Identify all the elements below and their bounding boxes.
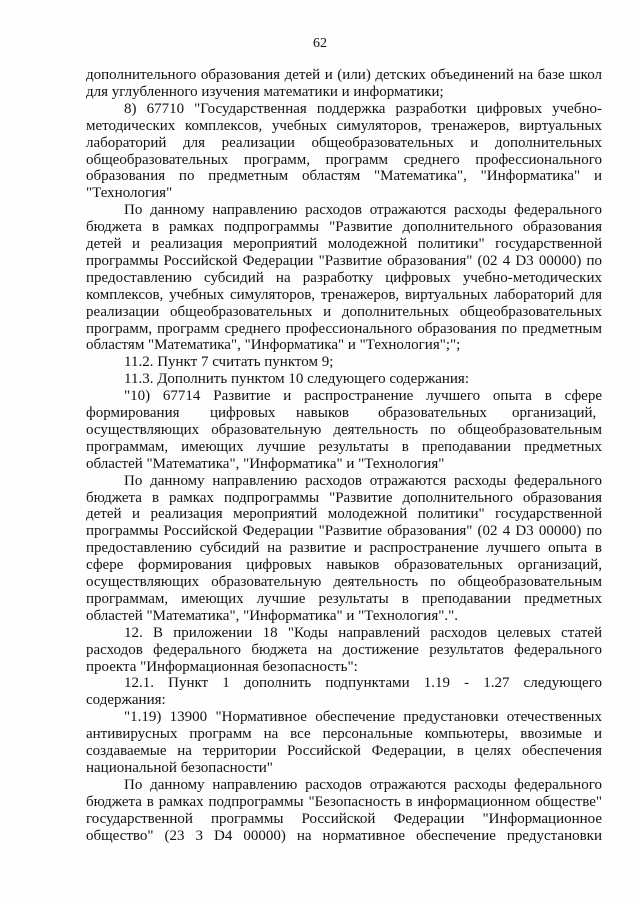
text-line: предоставлению субсидий на разработку цифровых учебно-методических	[86, 269, 602, 286]
text-line: комплексов, учебных симуляторов, тренажеров, виртуальных лабораторий для	[86, 286, 602, 303]
text-line: реализации общеобразовательных и дополнительных общеобразовательных	[86, 303, 602, 320]
text-line: 8) 67710 "Государственная поддержка разработки цифровых учебно-	[124, 100, 602, 117]
text-line: сфере формирования цифровых навыков образовательных организаций,	[86, 557, 602, 574]
text-line: программ, программ среднего профессионального образования по предметным	[86, 320, 602, 337]
text-line: 12.1. Пункт 1 дополнить подпунктами 1.19 - 1.27 следующего	[124, 675, 602, 692]
text-line: бюджета в рамках подпрограммы "Безопасность в информационном обществе"	[86, 793, 602, 810]
text-line: бюджета в рамках подпрограммы "Развитие дополнительного образования	[86, 489, 602, 506]
text-line: программам, имеющих лучшие результаты в преподавании предметных	[86, 438, 602, 455]
text-line: проекта "Информационная безопасность":	[86, 658, 358, 675]
text-line: По данному направлению расходов отражаются расходы федерального	[124, 472, 602, 489]
text-line: По данному направлению расходов отражаются расходы федерального	[124, 776, 602, 793]
text-line: "1.19) 13900 "Нормативное обеспечение предустановки отечественных	[124, 709, 602, 726]
text-line: По данному направлению расходов отражаются расходы федерального	[124, 202, 602, 219]
text-line: предоставлению субсидий на развитие и распространение лучшего опыта в	[86, 540, 602, 557]
text-line: методических комплексов, учебных симуляторов, тренажеров, виртуальных	[86, 117, 602, 134]
text-line: "Технология"	[86, 185, 173, 202]
text-line-overflow: общество" (23 3 D4 00000) на нормативное обеспечение предустановки	[86, 827, 602, 844]
text-line: детей и реализация мероприятий молодежной политики" государственной	[86, 506, 602, 523]
text-line: осуществляющих образовательную деятельность по общеобразовательным	[86, 421, 602, 438]
text-line: бюджета в рамках подпрограммы "Развитие дополнительного образования	[86, 219, 602, 236]
text-line: дополнительного образования детей и (или) детских объединений на базе школ	[86, 67, 602, 83]
text-line: общеобразовательных программ, программ среднего профессионального	[86, 151, 602, 168]
text-word: цифровых	[210, 405, 276, 421]
text-word: формирования	[86, 405, 180, 421]
text-line: создаваемые на территории Российской Федерации, в целях обеспечения	[86, 743, 602, 759]
text-line: содержания:	[86, 692, 166, 709]
text-line: детей и реализация мероприятий молодежной политики" государственной	[86, 236, 602, 252]
text-line: программы Российской Федерации "Развитие образования" (02 4 D3 00000) по	[86, 252, 602, 269]
page-number: 62	[313, 36, 327, 51]
text-line: государственной программы Российской Федерации "Информационное	[86, 810, 602, 827]
text-line: программы Российской Федерации "Развитие образования" (02 4 D3 00000) по	[86, 523, 602, 540]
text-line: осуществляющих образовательную деятельность по общеобразовательным	[86, 574, 602, 590]
text-line: для углубленного изучения математики и информатики;	[86, 83, 444, 100]
text-line: "10) 67714 Развитие и распространение лучшего опыта в сфере	[124, 388, 602, 405]
text-line: антивирусных программ на все персональные компьютеры, ввозимые и	[86, 726, 602, 743]
text-line: областям "Математика", "Информатика" и "Технология";";	[86, 337, 461, 354]
text-line: областей "Математика", "Информатика" и "Технология".".	[86, 607, 458, 624]
text-line: лабораторий для реализации общеобразовательных и дополнительных	[86, 134, 602, 151]
text-line: 11.2. Пункт 7 считать пунктом 9;	[124, 354, 334, 371]
text-word: образовательных	[378, 405, 487, 421]
text-word: организаций,	[512, 405, 597, 421]
text-line: 11.3. Дополнить пунктом 10 следующего содержания:	[124, 371, 469, 388]
text-line: образования по предметным областям "Математика", "Информатика" и	[86, 168, 602, 185]
text-line-spaced	[86, 404, 602, 422]
text-line: 12. В приложении 18 "Коды направлений расходов целевых статей	[124, 624, 602, 641]
text-line: областей "Математика", "Информатика" и "Технология"	[86, 455, 445, 472]
text-line: расходов федерального бюджета на достижение результатов федерального	[86, 641, 602, 658]
text-line: программам, имеющих лучшие результаты в преподавании предметных	[86, 590, 602, 607]
text-word: навыков	[296, 405, 349, 421]
text-line: национальной безопасности"	[86, 759, 273, 776]
